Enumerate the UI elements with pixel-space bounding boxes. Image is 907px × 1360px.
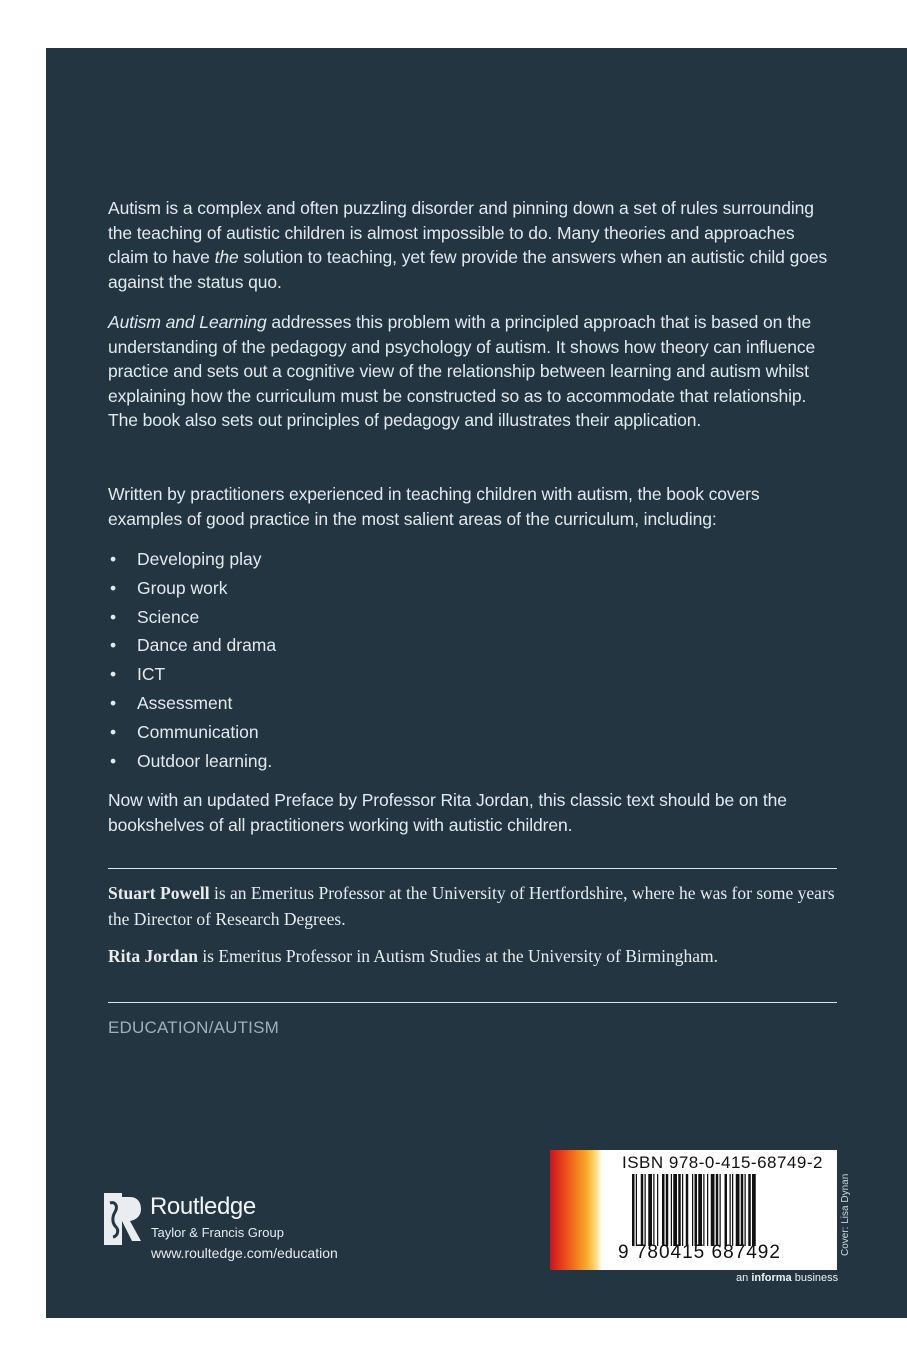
list-item: • Assessment: [108, 689, 276, 718]
bullet-icon: •: [110, 664, 117, 685]
publisher-name: Routledge: [150, 1193, 256, 1220]
barcode-bar: [695, 1174, 698, 1246]
bullet-icon: •: [110, 549, 117, 569]
barcode-bar: [657, 1174, 658, 1246]
barcode-bars: [632, 1174, 828, 1246]
barcode: [550, 1150, 837, 1270]
barcode-bar: [745, 1174, 746, 1246]
author-name: Stuart Powell: [108, 883, 210, 903]
barcode-bar: [725, 1174, 728, 1246]
divider: [108, 1002, 837, 1003]
blurb-paragraph-3: Written by practitioners experienced in teaching children with autism, the book covers examples of good practice in the most salient areas of the curriculum, including:: [108, 484, 760, 529]
blurb-paragraph-1: Autism is a complex and often puzzling disorder and pinning down a set of rules surrounding the teaching of autistic children is almost impossible to do. Many theories and approaches claim to have the solution to teaching, yet few provide the answers when an autistic child goes against the status quo.: [108, 198, 828, 292]
barcode-bar: [703, 1174, 704, 1246]
list-item: • ICT: [108, 660, 276, 689]
barcode-bar: [671, 1174, 672, 1246]
barcode-bar: [736, 1174, 740, 1246]
barcode-bar: [720, 1174, 721, 1246]
publisher-group: Taylor & Francis Group: [151, 1225, 284, 1240]
barcode-bar: [682, 1174, 683, 1246]
list-item: • Group work: [108, 574, 276, 603]
barcode-bar: [732, 1174, 733, 1246]
barcode-bar: [716, 1174, 719, 1246]
bullet-icon: •: [110, 721, 117, 742]
barcode-bar: [666, 1174, 669, 1246]
barcode-bar: [686, 1174, 689, 1246]
isbn-label: ISBN 978-0-415-68749-2: [622, 1153, 823, 1172]
author-bio-jordan: Rita Jordan is Emeritus Professor in Autism Studies at the University of Birmingham.: [108, 946, 719, 966]
author-bio-powell: Stuart Powell is an Emeritus Professor at the University of Hertfordshire, where he was for some years the Director of Research Degrees.: [108, 883, 835, 929]
barcode-bar: [748, 1174, 751, 1246]
barcode-bar: [678, 1174, 681, 1246]
bullet-icon: •: [110, 692, 117, 713]
list-item: • Dance and drama: [108, 631, 276, 660]
bullet-icon: •: [110, 750, 117, 771]
barcode-bar: [711, 1174, 715, 1246]
barcode-bar: [653, 1174, 654, 1246]
author-name: Rita Jordan: [108, 946, 198, 966]
bullet-icon: •: [110, 577, 117, 598]
cover-credit: Cover: Lisa Dynan: [840, 1173, 851, 1256]
list-item: • Communication: [108, 718, 276, 747]
barcode-bar: [662, 1174, 665, 1246]
informa-tagline: an informa business: [736, 1272, 839, 1284]
barcode-bar: [752, 1174, 756, 1246]
barcode-bar: [632, 1174, 635, 1246]
barcode-bar: [730, 1174, 731, 1246]
color-strip: [550, 1150, 602, 1270]
barcode-bar: [645, 1174, 646, 1246]
divider: [108, 868, 837, 869]
barcode-bar: [648, 1174, 652, 1246]
blurb-paragraph-2: Autism and Learning addresses this problem with a principled approach that is based on the understanding of the pedagogy and psychology of autism. It shows how theory can influence practice and sets out a cognitive view of the relationship between learning and autism whilst explaining how the curriculum must be constructed so as to accommodate that relationship. The book also sets out principles of pedagogy and illustrates their application.: [108, 312, 816, 431]
barcode-bar: [692, 1174, 693, 1246]
barcode-bar: [641, 1174, 644, 1246]
publisher-url: www.roultedge.com/education: [151, 1245, 338, 1261]
barcode-bar: [707, 1174, 708, 1246]
subject-category: EDUCATION/AUTISM: [108, 1018, 280, 1037]
bullet-icon: •: [110, 635, 117, 656]
barcode-bar: [636, 1174, 637, 1246]
bullet-icon: •: [110, 606, 117, 627]
back-cover: [46, 48, 907, 1318]
blurb-paragraph-4: Now with an updated Preface by Professor Rita Jordan, this classic text should be on the bookshelves of all practitioners working with autistic children.: [108, 790, 787, 835]
barcode-bar: [741, 1174, 744, 1246]
barcode-bar: [673, 1174, 677, 1246]
list-item: • Outdoor learning.: [108, 747, 276, 776]
list-item: • Science: [108, 603, 276, 632]
publisher-logo: [104, 1191, 364, 1271]
routledge-r-icon: [104, 1193, 142, 1245]
curriculum-list: [108, 545, 276, 775]
barcode-bar: [698, 1174, 702, 1246]
list-item: • Developing play: [108, 545, 276, 574]
barcode-digits: 9 780415 687492: [618, 1242, 781, 1263]
